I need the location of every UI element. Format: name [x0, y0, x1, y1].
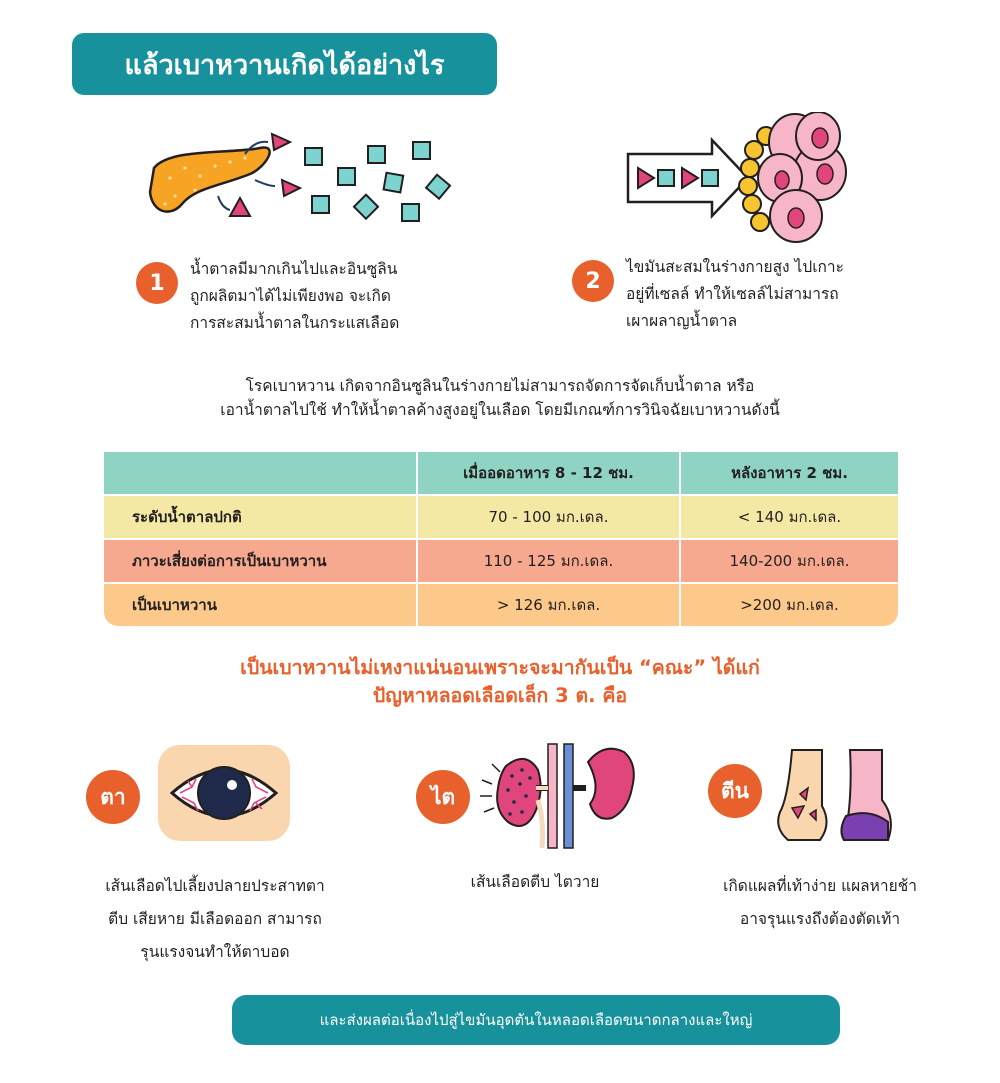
step-1-line: น้ำตาลมีมากเกินไปและอินซูลิน	[190, 260, 398, 278]
table-cell: 70 - 100 มก.เดล.	[418, 496, 681, 540]
organ-eye-text	[70, 870, 360, 969]
organ-badge-eye: ตา	[86, 770, 140, 824]
step-2-line: อยู่ที่เซลล์ ทำให้เซลล์ไม่สามารถ	[626, 285, 839, 303]
step-number-badge: 2	[572, 260, 614, 302]
intro-line: เอาน้ำตาลไปใช้ ทำให้น้ำตาลค้างสูงอยู่ในเลือด โดยมีเกณฑ์การวินิจฉัยเบาหวานดังนี้	[220, 401, 780, 419]
step-1-line: ถูกผลิตมาได้ไม่เพียงพอ จะเกิด	[190, 287, 391, 305]
step-1-text	[190, 256, 450, 337]
organ-kidney-line: เส้นเลือดตีบ ไตวาย	[470, 873, 600, 891]
organ-foot-line: เกิดแผลที่เท้าง่าย แผลหายช้า	[723, 877, 917, 895]
table-cell: ระดับน้ำตาลปกติ	[104, 496, 418, 540]
eye-icon	[158, 745, 290, 841]
table-row	[104, 540, 898, 584]
diagnosis-criteria-table	[104, 452, 898, 626]
table-cell: เป็นเบาหวาน	[104, 584, 418, 626]
step-2-text	[626, 254, 906, 335]
footer-banner: และส่งผลต่อเนื่องไปสู่ไขมันอุดตันในหลอดเลือดขนาดกลางและใหญ่	[232, 995, 840, 1045]
table-cell: > 126 มก.เดล.	[418, 584, 681, 626]
complications-headline	[150, 654, 850, 710]
organ-badge-kidney: ไต	[416, 770, 470, 824]
kidney-icon	[478, 740, 638, 850]
table-row	[104, 584, 898, 626]
organ-badge-foot: ตีน	[708, 764, 762, 818]
page-title: แล้วเบาหวานเกิดได้อย่างไร	[72, 33, 497, 95]
table-cell: 140-200 มก.เดล.	[681, 540, 898, 584]
headline-line: ปัญหาหลอดเลือดเล็ก 3 ต. คือ	[372, 684, 628, 707]
organ-kidney-text	[420, 866, 650, 899]
organ-foot-text	[680, 870, 960, 936]
step-1-line: การสะสมน้ำตาลในกระแสเลือด	[190, 314, 400, 332]
intro-line: โรคเบาหวาน เกิดจากอินซูลินในร่างกายไม่สามารถจัดการจัดเก็บน้ำตาล หรือ	[245, 377, 755, 395]
organ-eye-line: เส้นเลือดไปเลี้ยงปลายประสาทตา	[105, 877, 325, 895]
step-number-badge: 1	[136, 262, 178, 304]
table-header-cell: หลังอาหาร 2 ชม.	[681, 452, 898, 496]
headline-line: เป็นเบาหวานไม่เหงาแน่นอนเพราะจะมากันเป็น “คณะ” ได้แก่	[240, 656, 760, 679]
step-2-line: เผาผลาญน้ำตาล	[626, 312, 738, 330]
table-header-cell: เมื่ออดอาหาร 8 - 12 ชม.	[418, 452, 681, 496]
foot-icon	[770, 748, 900, 852]
organ-eye-line: ตีบ เสียหาย มีเลือดออก สามารถ	[108, 910, 322, 928]
table-cell: ภาวะเสี่ยงต่อการเป็นเบาหวาน	[104, 540, 418, 584]
organ-eye-line: รุนแรงจนทำให้ตาบอด	[140, 943, 290, 961]
table-cell: < 140 มก.เดล.	[681, 496, 898, 540]
table-row	[104, 496, 898, 540]
table-cell: 110 - 125 มก.เดล.	[418, 540, 681, 584]
organ-foot-line: อาจรุนแรงถึงต้องตัดเท้า	[739, 910, 901, 928]
step-2-line: ไขมันสะสมในร่างกายสูง ไปเกาะ	[626, 258, 844, 276]
table-cell: >200 มก.เดล.	[681, 584, 898, 626]
fat-cells-illustration	[620, 112, 850, 252]
table-header-row	[104, 452, 898, 496]
table-header-cell	[104, 452, 418, 496]
intro-paragraph	[120, 374, 880, 422]
pancreas-illustration	[140, 128, 470, 238]
